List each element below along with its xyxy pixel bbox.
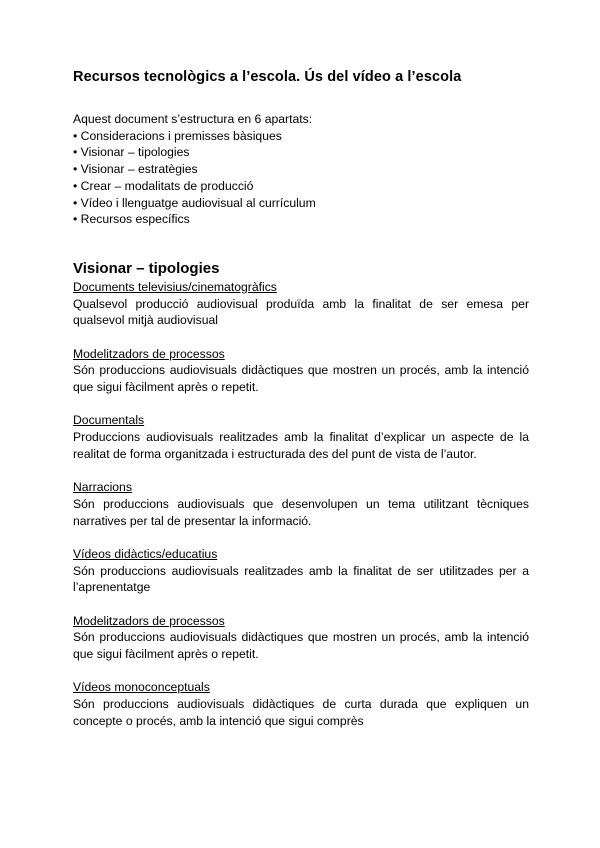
typology-item (73, 679, 529, 729)
typology-label: Modelitzadors de processos (73, 346, 225, 361)
typology-text: Són produccions audiovisuals didàctiques que mostren un procés, amb la intenció que sigui fàcilment après o repetit. (73, 363, 529, 395)
typology-label: Narracions (73, 480, 132, 495)
typology-text: Són produccions audiovisuals que desenvolupen un tema utilitzant tècniques narratives per tal de presentar la informació. (73, 496, 529, 528)
intro-lead: Aquest document s’estructura en 6 apartats: (73, 112, 313, 126)
list-item: • Crear – modalitats de producció (73, 178, 316, 195)
typology-list (73, 279, 529, 746)
typology-label: Documents televisius/cinematogràfics (73, 280, 277, 294)
list-item: • Recursos específics (73, 211, 316, 228)
list-item: • Consideracions i premisses bàsiques (73, 128, 316, 145)
typology-text: Qualsevol producció audiovisual produïda amb la finalitat de ser emesa per qualsevol mitjà audiovisual (73, 296, 529, 328)
typology-item (73, 279, 529, 329)
list-item: • Vídeo i llenguatge audiovisual al currículum (73, 195, 316, 212)
typology-text: Són produccions audiovisuals didàctiques de curta durada que expliquen un concepte o procés, amb la intenció que sigui comprès (73, 696, 529, 728)
typology-text: Són produccions audiovisuals didàctiques que mostren un procés, amb la intenció que sigui fàcilment après o repetit. (73, 630, 529, 661)
typology-label: Vídeos monoconceptuals (73, 680, 210, 695)
typology-label: Modelitzadors de processos (73, 613, 225, 628)
typology-item (73, 412, 529, 462)
section-heading: Visionar – tipologies (73, 260, 220, 277)
typology-item (73, 479, 529, 529)
typology-item (73, 613, 529, 663)
section-list (73, 128, 316, 228)
intro-block (73, 111, 316, 228)
typology-item (73, 546, 529, 596)
typology-text: Són produccions audiovisuals realitzades amb la finalitat de ser utilitzades per a l’aprenentatge (73, 563, 529, 595)
list-item: • Visionar – tipologies (73, 144, 316, 161)
typology-label: Vídeos didàctics/educatius (73, 546, 218, 561)
document-title: Recursos tecnològics a l’escola. Ús del vídeo a l’escola (73, 69, 462, 85)
typology-item (73, 346, 529, 396)
list-item: • Visionar – estratègies (73, 161, 316, 178)
typology-text: Produccions audiovisuals realitzades amb la finalitat d’explicar un aspecte de la realitat de forma organitzada i estructurada des del punt de vista de l’autor. (73, 430, 529, 461)
typology-label: Documentals (73, 413, 145, 428)
